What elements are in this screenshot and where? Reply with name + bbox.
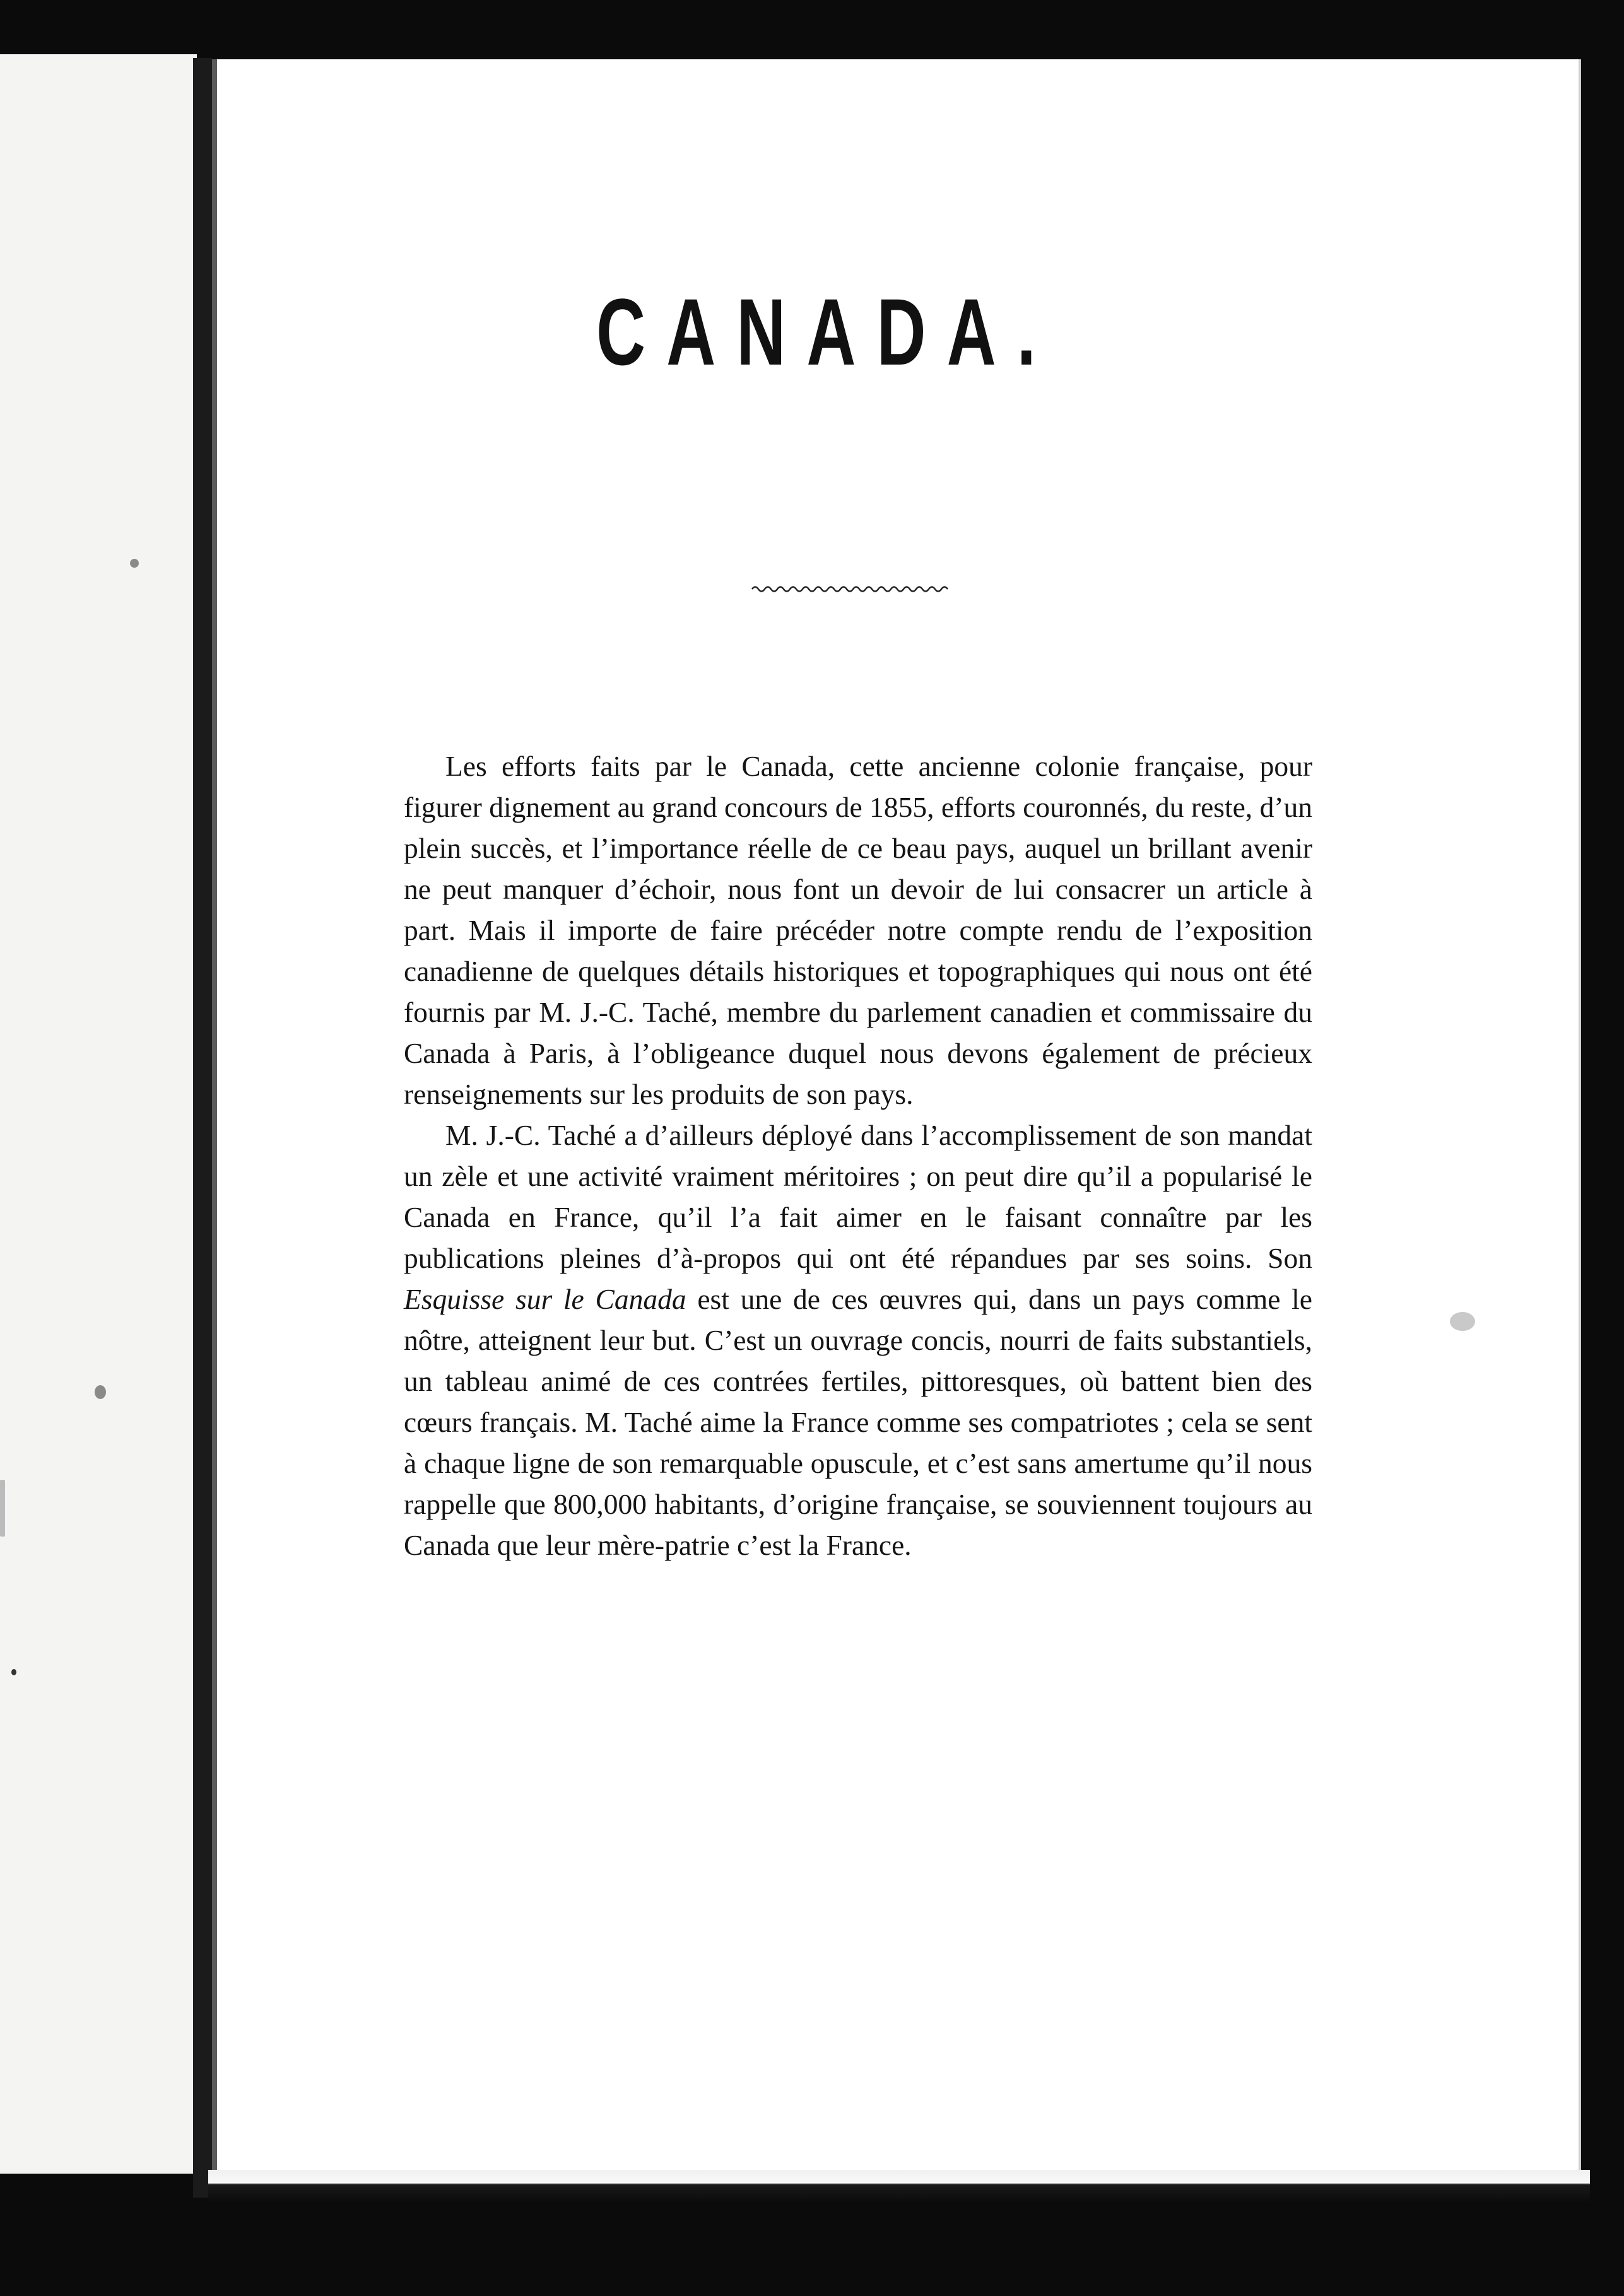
gutter-edge xyxy=(212,59,217,2198)
paper-speck xyxy=(11,1669,16,1675)
page-title: CANADA. xyxy=(596,279,1057,385)
page-bottom-edge xyxy=(208,2170,1590,2203)
paragraph-1: Les efforts faits par le Canada, cette ancienne colonie française, pour figurer dignement au grand concours de 1855, efforts couronnés, du reste, d’un plein succès, et l’importance réelle de ce beau pays, auquel un brillant avenir ne peut manquer d’échoir, nous font un devoir de lui consacrer un article à part. Mais il importe de faire précéder notre compte rendu de l’exposition canadienne de quelques détails historiques et topographiques qui nous ont été fournis par M. J.-C. Taché, membre du parlement canadien et commissaire du Canada à Paris, à l’obligeance duquel nous devons également de précieux renseignements sur les produits de son pays. xyxy=(404,750,1312,1110)
paper-speck xyxy=(130,559,139,568)
paragraph-2-text-start: M. J.-C. Taché a d’ailleurs déployé dans l’accomplissement de son mandat un zèle et une activité vraiment méritoires ; on peut dire qu’il a popularisé le Canada en France, qu’il l’a fait aimer en le faisant connaître par les publications pleines d’à-propos qui ont été répandues par ses soins. Son xyxy=(404,1119,1312,1274)
paragraph-2-text-end: est une de ces œuvres qui, dans un pays comme le nôtre, atteignent leur but. C’est un ouvrage concis, nourri de faits substantiels, un tableau animé de ces contrées fertiles, pittoresques, où battent bien des cœurs français. M. Taché aime la France comme ses compatriotes ; cela se sent à chaque ligne de son remarquable opuscule, et c’est sans amertume qu’il nous rappelle que 800,000 habitants, d’origine française, se souviennent toujours au Canada que leur mère-patrie c’est la France. xyxy=(404,1283,1312,1561)
book-title-italic: Esquisse sur le Canada xyxy=(404,1283,686,1315)
book-gutter xyxy=(193,58,212,2198)
paper-speck xyxy=(1450,1312,1475,1331)
wavy-rule-ornament xyxy=(751,582,953,597)
paper-speck xyxy=(95,1385,106,1399)
article-body xyxy=(404,746,1312,1566)
paragraph-2 xyxy=(404,1115,1312,1566)
paper-speck xyxy=(0,1480,5,1537)
left-page-edge xyxy=(0,54,197,2174)
